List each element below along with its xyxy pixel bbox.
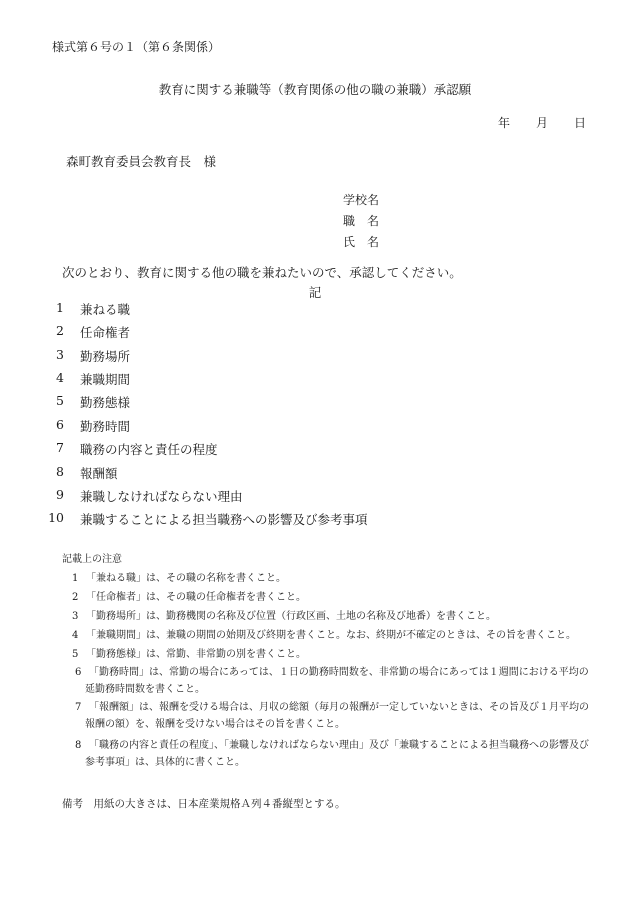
date-year-label: 年 <box>497 116 510 130</box>
item-label: 勤務時間 <box>80 419 131 434</box>
note-number: 4 <box>72 630 79 641</box>
item-number: 4 <box>56 370 64 385</box>
addressee: 森町教育委員会教育長 様 <box>66 154 217 169</box>
note-item <box>72 646 306 663</box>
item-label: 職務の内容と責任の程度 <box>80 442 218 457</box>
note-number: 3 <box>72 611 79 622</box>
date-month-label: 月 <box>535 116 548 130</box>
item-label: 勤務態様 <box>80 395 131 410</box>
item-label: 兼職しなければならない理由 <box>80 489 243 504</box>
item-number: 6 <box>56 417 64 432</box>
date-line <box>498 114 586 131</box>
page-title: 教育に関する兼職等（教育関係の他の職の兼職）承認願 <box>158 82 472 97</box>
item-label: 任命権者 <box>80 325 131 340</box>
item-label: 兼職することによる担当職務への影響及び参考事項 <box>80 512 368 527</box>
name-label: 氏 名 <box>343 235 380 249</box>
item-number: 2 <box>56 323 64 338</box>
request-text: 次のとおり、教育に関する他の職を兼ねたいので、承認してください。 <box>62 265 462 280</box>
item-label: 兼ねる職 <box>80 302 131 317</box>
applicant-fields <box>343 190 379 253</box>
note-text: 報酬の額）を、報酬を受けない場合はその旨を書くこと。 <box>85 719 345 730</box>
note-number: 7 <box>75 702 82 713</box>
item-number: 1 <box>56 300 64 315</box>
note-text: 「兼ねる職」は、その職の名称を書くこと。 <box>86 573 286 584</box>
note-text: 「兼職期間」は、兼職の期間の始期及び終期を書くこと。なお、終期が不確定のときは、その旨を書くこと。 <box>86 630 576 641</box>
item-number: 3 <box>56 347 64 362</box>
note-line <box>75 664 589 681</box>
position-label: 職 名 <box>343 214 380 228</box>
note-line <box>72 570 286 587</box>
note-number: 8 <box>75 740 82 751</box>
school-name-label: 学校名 <box>343 193 380 207</box>
item-number: 8 <box>56 464 64 479</box>
note-line <box>75 681 589 698</box>
note-number: 1 <box>72 573 79 584</box>
note-item <box>75 737 589 771</box>
item-label: 勤務場所 <box>80 349 131 364</box>
item-number: 7 <box>56 440 64 455</box>
note-item <box>72 627 576 644</box>
ki-heading: 記 <box>308 285 322 300</box>
note-item <box>72 570 286 587</box>
item-number: 9 <box>56 487 64 502</box>
notes-title: 記載上の注意 <box>62 554 122 565</box>
form-number: 様式第６号の１（第６条関係） <box>52 40 221 54</box>
note-line <box>72 627 576 644</box>
note-text: 延勤務時間数を書くこと。 <box>85 684 205 695</box>
note-number: 5 <box>72 649 79 660</box>
note-line <box>72 589 306 606</box>
note-line <box>72 608 496 625</box>
note-line <box>75 699 589 716</box>
note-item <box>72 589 306 606</box>
note-text: 「勤務場所」は、勤務機関の名称及び位置（行政区画、土地の名称及び地番）を書くこと。 <box>86 611 496 622</box>
note-text: 「職務の内容と責任の程度」、「兼職しなければならない理由」及び「兼職することによる担当職務への影響及び <box>89 740 589 751</box>
note-item <box>75 699 589 733</box>
note-text: 「勤務時間」は、常勤の場合にあっては、１日の勤務時間数を、非常勤の場合にあっては１週間における平均の <box>89 667 589 678</box>
note-line <box>75 716 589 733</box>
note-number: 6 <box>75 667 82 678</box>
item-number: 10 <box>48 510 64 525</box>
date-day-label: 日 <box>573 116 586 130</box>
note-text: 「勤務態様」は、常勤、非常勤の別を書くこと。 <box>86 649 306 660</box>
note-number: 2 <box>72 592 79 603</box>
note-item <box>72 608 496 625</box>
note-text: 「報酬額」は、報酬を受ける場合は、月収の総額（毎月の報酬が一定していないときは、その旨及び１月平均の <box>89 702 589 713</box>
item-label: 兼職期間 <box>80 372 131 387</box>
remark: 備考 用紙の大きさは、日本産業規格Ａ列４番縦型とする。 <box>62 798 346 810</box>
note-text: 参考事項」は、具体的に書くこと。 <box>85 757 245 768</box>
note-item <box>75 664 589 698</box>
item-number: 5 <box>56 393 64 408</box>
note-line <box>75 737 589 754</box>
note-text: 「任命権者」は、その職の任命権者を書くこと。 <box>86 592 306 603</box>
note-line <box>72 646 306 663</box>
note-line <box>75 754 589 771</box>
item-label: 報酬額 <box>80 466 118 481</box>
